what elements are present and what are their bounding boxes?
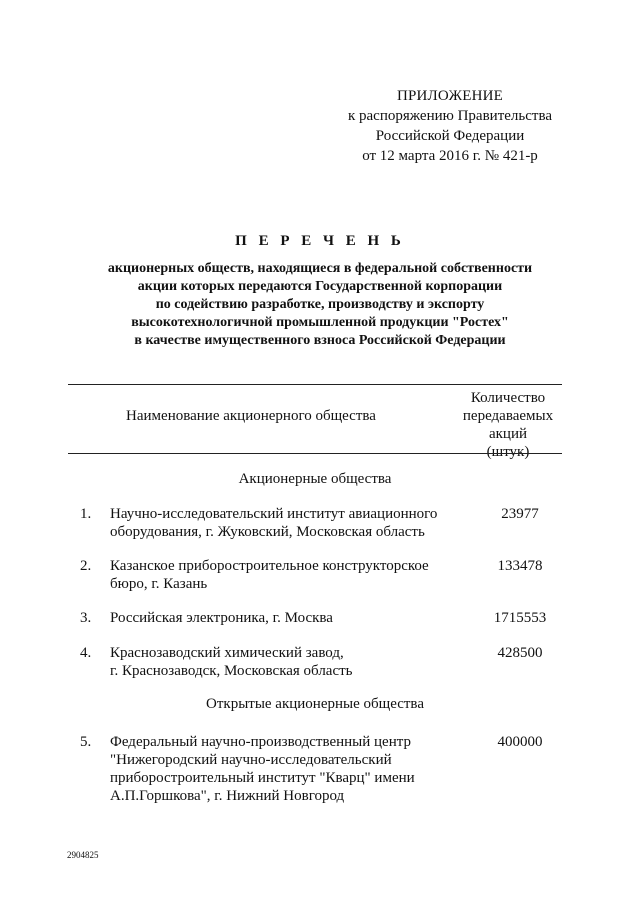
row-name-line: А.П.Горшкова", г. Нижний Новгород bbox=[110, 788, 345, 804]
appendix-line: к распоряжению Правительства bbox=[347, 108, 552, 124]
appendix-title: ПРИЛОЖЕНИЕ bbox=[396, 88, 504, 104]
subheading-line: акционерных обществ, находящиеся в федеральной собственности bbox=[107, 261, 533, 276]
document-heading: П Е Р Е Ч Е Н Ь bbox=[235, 233, 405, 249]
subheading-line: акции которых передаются Государственной корпорации bbox=[137, 279, 503, 294]
document-number: 2904825 bbox=[67, 850, 99, 860]
row-name-line: г. Краснозаводск, Московская область bbox=[110, 663, 353, 679]
row-quantity: 23977 bbox=[501, 506, 539, 522]
row-number: 4. bbox=[80, 645, 92, 661]
column-header-name: Наименование акционерного общества bbox=[126, 408, 376, 424]
row-quantity: 400000 bbox=[497, 734, 543, 750]
row-name-line: бюро, г. Казань bbox=[110, 576, 208, 592]
section-title: Открытые акционерные общества bbox=[206, 696, 424, 712]
column-header-line: (штук) bbox=[486, 444, 530, 460]
subheading-line: в качестве имущественного взноса Российской Федерации bbox=[134, 333, 506, 348]
row-number: 3. bbox=[80, 610, 92, 626]
column-header-quantity bbox=[440, 389, 576, 461]
row-name-line: Казанское приборостроительное конструкторское bbox=[110, 558, 429, 574]
row-name-line: приборостроительный институт "Кварц" имени bbox=[110, 770, 415, 786]
row-name bbox=[110, 505, 450, 541]
row-name bbox=[110, 609, 450, 627]
row-name-line: "Нижегородский научно-исследовательский bbox=[110, 752, 392, 768]
table-header-rule bbox=[68, 453, 562, 454]
row-number: 2. bbox=[80, 558, 92, 574]
row-name-line: Российская электроника, г. Москва bbox=[110, 610, 333, 626]
row-name bbox=[110, 557, 450, 593]
appendix-date: от 12 марта 2016 г. № 421-р bbox=[362, 148, 538, 164]
row-quantity: 133478 bbox=[497, 558, 543, 574]
row-quantity: 428500 bbox=[497, 645, 543, 661]
row-name-line: Краснозаводский химический завод, bbox=[110, 645, 344, 661]
document-subheading bbox=[60, 260, 580, 350]
row-name bbox=[110, 644, 450, 680]
appendix-line: Российской Федерации bbox=[375, 128, 525, 144]
table-top-rule bbox=[68, 384, 562, 385]
appendix-block bbox=[330, 86, 570, 166]
row-number: 5. bbox=[80, 734, 92, 750]
subheading-line: высокотехнологичной промышленной продукции "Ростех" bbox=[131, 315, 509, 330]
column-header-line: передаваемых bbox=[462, 408, 554, 424]
subheading-line: по содействию разработке, производству и экспорту bbox=[155, 297, 485, 312]
column-header-line: акций bbox=[488, 426, 528, 442]
row-quantity: 1715553 bbox=[493, 610, 547, 626]
column-header-line: Количество bbox=[470, 390, 546, 406]
row-name-line: Федеральный научно-производственный центр bbox=[110, 734, 411, 750]
row-name-line: оборудования, г. Жуковский, Московская область bbox=[110, 524, 425, 540]
row-number: 1. bbox=[80, 506, 92, 522]
row-name-line: Научно-исследовательский институт авиационного bbox=[110, 506, 438, 522]
section-title: Акционерные общества bbox=[238, 471, 392, 487]
row-name bbox=[110, 733, 450, 805]
